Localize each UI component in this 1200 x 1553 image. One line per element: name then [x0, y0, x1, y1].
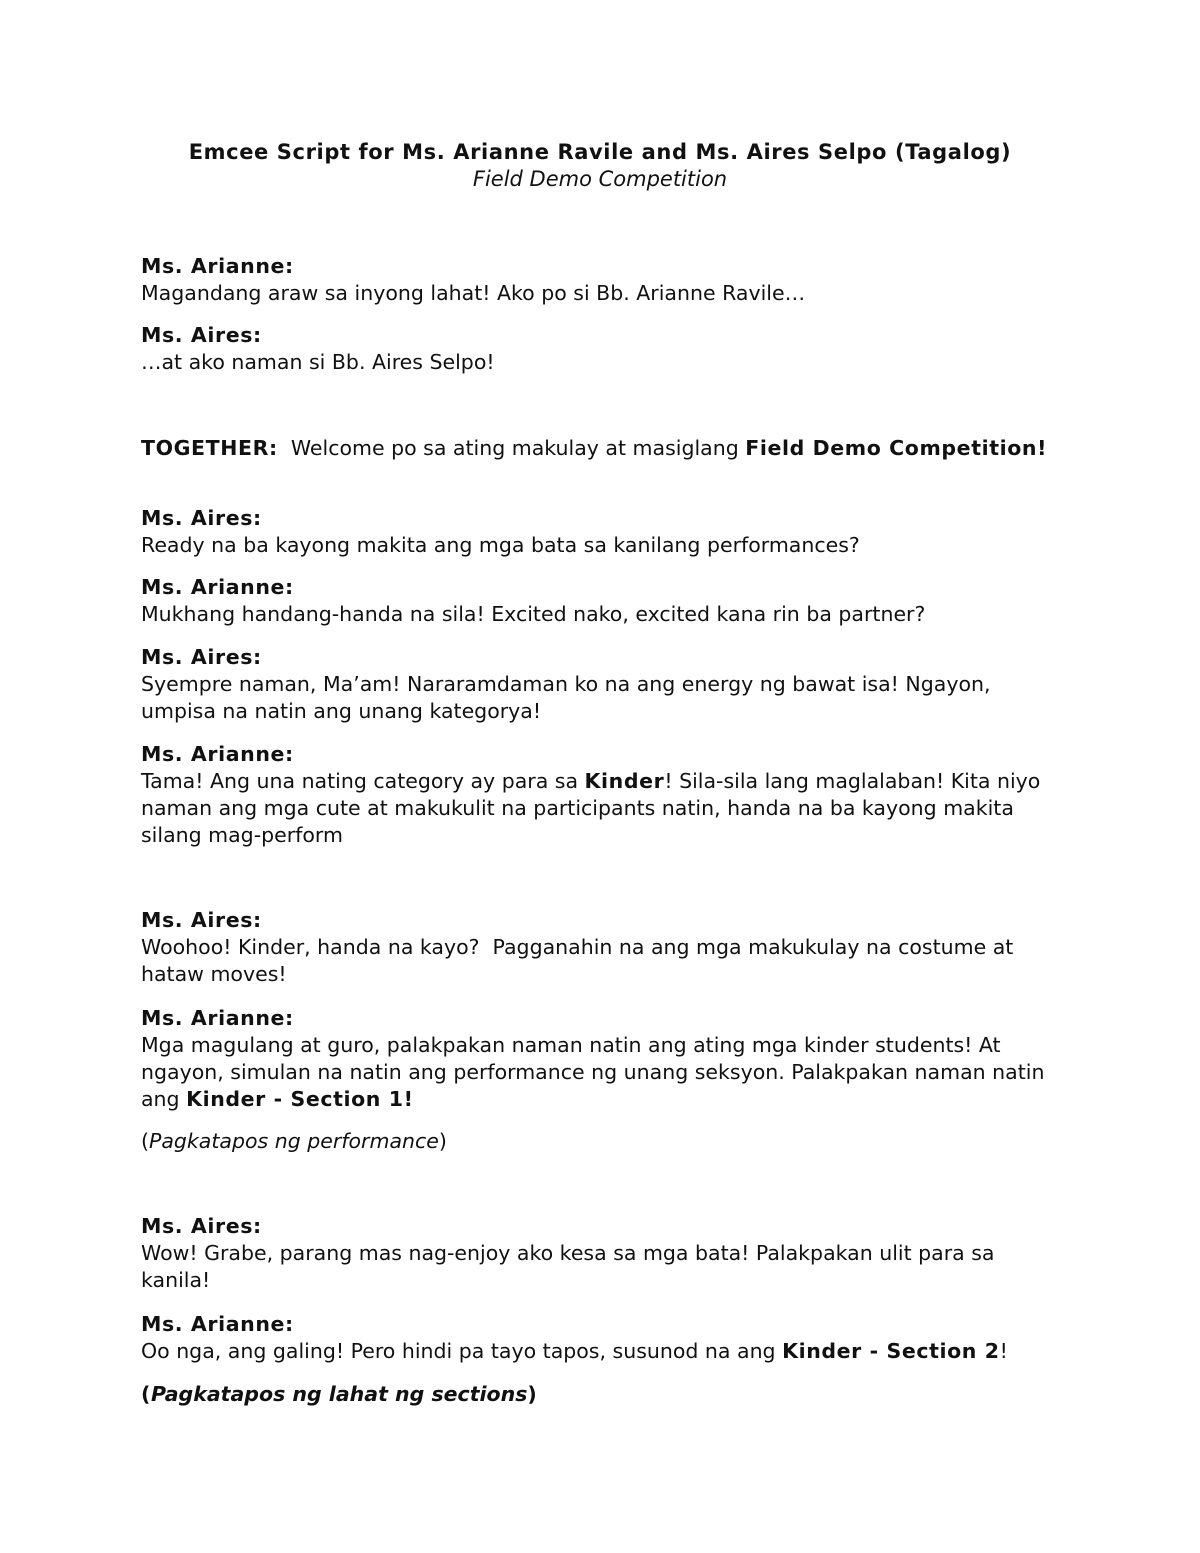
category-name: Kinder [584, 769, 665, 793]
script-line [141, 435, 1061, 462]
speaker-label: Ms. Aires: [141, 645, 262, 669]
dialogue-text: …at ako naman si Bb. Aires Selpo! [141, 350, 495, 374]
dialogue-text: Magandang araw sa inyong lahat! Ako po si Bb. Arianne Ravile… [141, 281, 806, 305]
section-name: Kinder - Section 2 [782, 1339, 1000, 1363]
dialogue-text: Woohoo! Kinder, handa na kayo? Pagganahin na ang mga makukulay na costume at hataw moves! [141, 935, 1020, 986]
stage-direction [141, 1381, 1061, 1408]
speaker-label: Ms. Aires: [141, 323, 262, 347]
dialogue-text [141, 1032, 1061, 1113]
dialogue-segment: ! [999, 1339, 1008, 1363]
speaker-label: Ms. Arianne: [141, 1312, 294, 1336]
script-line [141, 1213, 1061, 1294]
dialogue-text: Wow! Grabe, parang mas nag-enjoy ako kesa sa mga bata! Palakpakan ulit para sa kanila! [141, 1241, 995, 1292]
stage-direction-text [141, 1128, 1061, 1155]
dialogue-text: Mukhang handang-handa na sila! Excited nako, excited kana rin ba partner? [141, 602, 926, 626]
speaker-label: Ms. Arianne: [141, 575, 294, 599]
script-line [141, 574, 1061, 628]
event-name: Field Demo Competition! [745, 436, 1048, 460]
stage-direction-text [141, 1381, 1061, 1408]
stage-direction-label: Pagkatapos ng lahat ng sections [150, 1382, 528, 1406]
speaker-label: Ms. Aires: [141, 1214, 262, 1238]
stage-direction-label: Pagkatapos ng performance [149, 1129, 439, 1153]
dialogue-text: Syempre naman, Ma’am! Nararamdaman ko na ang energy ng bawat isa! Ngayon, umpisa na natin ang unang kategorya! [141, 672, 991, 723]
dialogue-segment: Welcome po sa ating makulay at masiglang [277, 436, 746, 460]
script-line [141, 505, 1061, 559]
script-line [141, 741, 1061, 849]
dialogue-text [141, 435, 1061, 462]
speaker-label: Ms. Aires: [141, 908, 262, 932]
section-name: Kinder - Section 1! [186, 1087, 414, 1111]
stage-direction [141, 1128, 1061, 1155]
paren-close: ) [438, 1129, 447, 1153]
speaker-label: Ms. Arianne: [141, 1006, 294, 1030]
script-line [141, 1005, 1061, 1113]
speaker-label: TOGETHER: [141, 436, 278, 460]
script-line [141, 907, 1061, 988]
dialogue-segment: Oo nga, ang galing! Pero hindi pa tayo tapos, susunod na ang [141, 1339, 783, 1363]
script-line [141, 322, 1061, 376]
speaker-label: Ms. Aires: [141, 506, 262, 530]
dialogue-text: Ready na ba kayong makita ang mga bata sa kanilang performances? [141, 533, 860, 557]
speaker-label: Ms. Arianne: [141, 254, 294, 278]
speaker-label: Ms. Arianne: [141, 742, 294, 766]
paren-open: ( [141, 1382, 151, 1406]
dialogue-segment: ! Sila-sila lang maglalaban! Kita niyo naman ang mga cute at makukulit na participants natin, handa na ba kayong makita silang mag-perform [141, 769, 1041, 847]
document-subtitle: Field Demo Competition [472, 167, 728, 191]
script-line [141, 1311, 1061, 1365]
dialogue-segment: Tama! Ang una nating category ay para sa [141, 769, 585, 793]
script-line [141, 644, 1061, 725]
document-title: Emcee Script for Ms. Arianne Ravile and Ms. Aires Selpo (Tagalog) [188, 140, 1012, 164]
dialogue-text [141, 768, 1061, 849]
dialogue-segment: Mga magulang at guro, palakpakan naman natin ang ating mga kinder students! At ngayon, simulan na natin ang performance ng unang seksyon. Palakpakan naman natin ang [141, 1033, 1045, 1111]
dialogue-text [141, 1338, 1061, 1365]
paren-open: ( [141, 1129, 149, 1153]
script-line [141, 253, 1061, 307]
paren-close: ) [527, 1382, 538, 1406]
